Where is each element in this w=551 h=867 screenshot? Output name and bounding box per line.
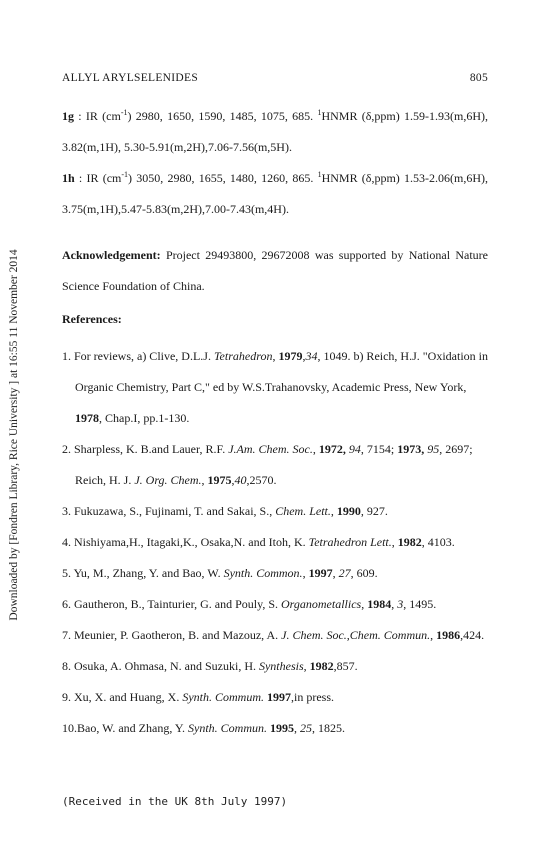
acknowledgement-text: Project 29493800, 29672008 was supported by National Nature Science Foundation of China. bbox=[62, 248, 488, 293]
reference-text: ,2570. bbox=[246, 473, 277, 487]
reference-number: 2. bbox=[62, 442, 74, 456]
reference-text: , bbox=[430, 628, 437, 642]
acknowledgement-paragraph bbox=[62, 240, 488, 302]
reference-text: , 927. bbox=[360, 504, 388, 518]
ir-values: ) 2980, 1650, 1590, 1485, 1075, 685. bbox=[127, 109, 318, 123]
reference-year: 1997 bbox=[308, 566, 333, 580]
reference-journal: J.Am. Chem. Soc. bbox=[228, 442, 313, 456]
reference-text: Sharpless, K. B.and Lauer, R.F. bbox=[74, 442, 229, 456]
reference-text: , bbox=[302, 349, 306, 363]
reference-year: 1975 bbox=[207, 473, 232, 487]
reference-text: , bbox=[231, 473, 235, 487]
reference-journal: 95 bbox=[427, 442, 440, 456]
reference-item bbox=[62, 682, 492, 713]
ir-superscript: -1 bbox=[121, 170, 129, 179]
reference-journal: J. Chem. Soc.,Chem. Commun. bbox=[281, 628, 431, 642]
reference-year: 1986 bbox=[436, 628, 461, 642]
reference-text: , bbox=[294, 721, 300, 735]
reference-text: , bbox=[391, 535, 398, 549]
reference-text: , 1049. b) Reich, H.J. "Oxidation in Organic Chemistry, Part C," ed by W.S.Trahanovsky, Academic Press, New York, bbox=[75, 349, 488, 394]
reference-journal: 27 bbox=[338, 566, 351, 580]
reference-number: 5. bbox=[62, 566, 74, 580]
reference-number: 4. bbox=[62, 535, 74, 549]
reference-item bbox=[62, 651, 492, 682]
reference-journal: Tetrahedron bbox=[213, 349, 273, 363]
reference-text: , bbox=[312, 442, 319, 456]
reference-text: For reviews, a) Clive, D.L.J. bbox=[74, 349, 214, 363]
reference-year: 1972, bbox=[318, 442, 346, 456]
reference-year: 1982 bbox=[309, 659, 334, 673]
reference-year: 1978 bbox=[75, 411, 99, 425]
reference-journal: 94 bbox=[348, 442, 361, 456]
reference-item bbox=[62, 341, 492, 434]
reference-journal: Synthesis bbox=[258, 659, 304, 673]
reference-text: , bbox=[330, 504, 337, 518]
compound-1h-data bbox=[62, 163, 488, 225]
nmr-superscript: 1 bbox=[317, 108, 322, 117]
reference-number: 6. bbox=[62, 597, 74, 611]
reference-year: 1982 bbox=[397, 535, 422, 549]
reference-text: , 609. bbox=[350, 566, 378, 580]
reference-item bbox=[62, 527, 492, 558]
reference-text: , 1825. bbox=[312, 721, 345, 735]
reference-text: , bbox=[332, 566, 339, 580]
reference-text: Osuka, A. Ohmasa, N. and Suzuki, H. bbox=[74, 659, 259, 673]
reference-text: Yu, M., Zhang, Y. and Bao, W. bbox=[73, 566, 224, 580]
reference-year: 1973, bbox=[397, 442, 425, 456]
running-title: ALLYL ARYLSELENIDES bbox=[62, 72, 199, 84]
reference-text: , bbox=[303, 659, 310, 673]
reference-text: , 7154; bbox=[360, 442, 398, 456]
reference-text: , bbox=[272, 349, 279, 363]
reference-text: Gautheron, B., Tainturier, G. and Pouly, S. bbox=[74, 597, 281, 611]
reference-number: 9. bbox=[62, 690, 74, 704]
reference-number: 10. bbox=[62, 721, 77, 735]
reference-item bbox=[62, 589, 492, 620]
reference-item bbox=[62, 496, 492, 527]
reference-text: Xu, X. and Huang, X. bbox=[74, 690, 183, 704]
reference-text: ,424. bbox=[460, 628, 485, 642]
reference-journal: Organometallics bbox=[281, 597, 362, 611]
compound-label: 1h bbox=[62, 171, 75, 185]
ir-prefix: : IR (cm bbox=[78, 109, 121, 123]
reference-text: ,in press. bbox=[291, 690, 334, 704]
reference-item bbox=[62, 620, 492, 651]
reference-text: ,857. bbox=[333, 659, 358, 673]
download-note: Downloaded by [Fondren Library, Rice University ] at 16:55 11 November 2014 bbox=[8, 249, 20, 621]
reference-year: 1979 bbox=[278, 349, 303, 363]
reference-text: , bbox=[201, 473, 208, 487]
reference-number: 3. bbox=[62, 504, 74, 518]
reference-journal: J. Org. Chem. bbox=[134, 473, 202, 487]
reference-journal: Chem. Lett. bbox=[275, 504, 331, 518]
received-note: (Received in the UK 8th July 1997) bbox=[62, 795, 288, 808]
reference-text: Fukuzawa, S., Fujinami, T. and Sakai, S., bbox=[74, 504, 276, 518]
compound-1g-data bbox=[62, 101, 488, 163]
nmr-superscript: 1 bbox=[317, 170, 322, 179]
page-number: 805 bbox=[469, 72, 488, 84]
reference-number: 8. bbox=[62, 659, 74, 673]
reference-journal: Synth. Common. bbox=[223, 566, 303, 580]
reference-text: , bbox=[391, 597, 398, 611]
reference-item bbox=[62, 713, 492, 744]
reference-text: , bbox=[361, 597, 368, 611]
reference-text: , 2697; Reich, H. J. bbox=[75, 442, 473, 487]
ir-values: ) 3050, 2980, 1655, 1480, 1260, 865. bbox=[128, 171, 318, 185]
reference-text: , Chap.I, pp.1-130. bbox=[99, 411, 190, 425]
reference-journal: 34 bbox=[305, 349, 318, 363]
reference-journal: 40 bbox=[234, 473, 247, 487]
references-heading: References: bbox=[62, 312, 122, 326]
nmr-values: HNMR (δ,ppm) 1.59-1.93(m,6H), 3.82(m,1H), 5.30-5.91(m,2H),7.06-7.56(m,5H). bbox=[62, 109, 489, 154]
reference-number: 1. bbox=[62, 349, 74, 363]
reference-item bbox=[62, 434, 492, 496]
reference-text: , 1495. bbox=[403, 597, 437, 611]
ir-superscript: -1 bbox=[120, 108, 128, 117]
acknowledgement-label: Acknowledgement: bbox=[62, 248, 161, 262]
reference-year: 1997 bbox=[267, 690, 291, 704]
reference-journal: 3 bbox=[397, 597, 404, 611]
reference-text: Nishiyama,H., Itagaki,K., Osaka,N. and Itoh, K. bbox=[74, 535, 309, 549]
running-header bbox=[62, 72, 488, 90]
reference-journal: 25 bbox=[300, 721, 312, 735]
reference-text: Meunier, P. Gaotheron, B. and Mazouz, A. bbox=[74, 628, 282, 642]
reference-year: 1995 bbox=[270, 721, 294, 735]
ir-prefix: : IR (cm bbox=[78, 171, 122, 185]
reference-text: Bao, W. and Zhang, Y. bbox=[77, 721, 188, 735]
reference-text: , bbox=[302, 566, 309, 580]
reference-text: , 4103. bbox=[421, 535, 455, 549]
reference-number: 7. bbox=[62, 628, 74, 642]
reference-journal: Synth. Commum. bbox=[182, 690, 264, 704]
reference-year: 1984 bbox=[367, 597, 392, 611]
reference-year: 1990 bbox=[336, 504, 361, 518]
download-watermark bbox=[3, 200, 25, 670]
reference-journal: Synth. Commun. bbox=[188, 721, 267, 735]
reference-item bbox=[62, 558, 492, 589]
reference-list bbox=[62, 341, 492, 744]
compound-label: 1g bbox=[62, 109, 74, 123]
reference-journal: Tetrahedron Lett. bbox=[308, 535, 392, 549]
nmr-values: HNMR (δ,ppm) 1.53-2.06(m,6H), 3.75(m,1H),5.47-5.83(m,2H),7.00-7.43(m,4H). bbox=[62, 171, 488, 216]
